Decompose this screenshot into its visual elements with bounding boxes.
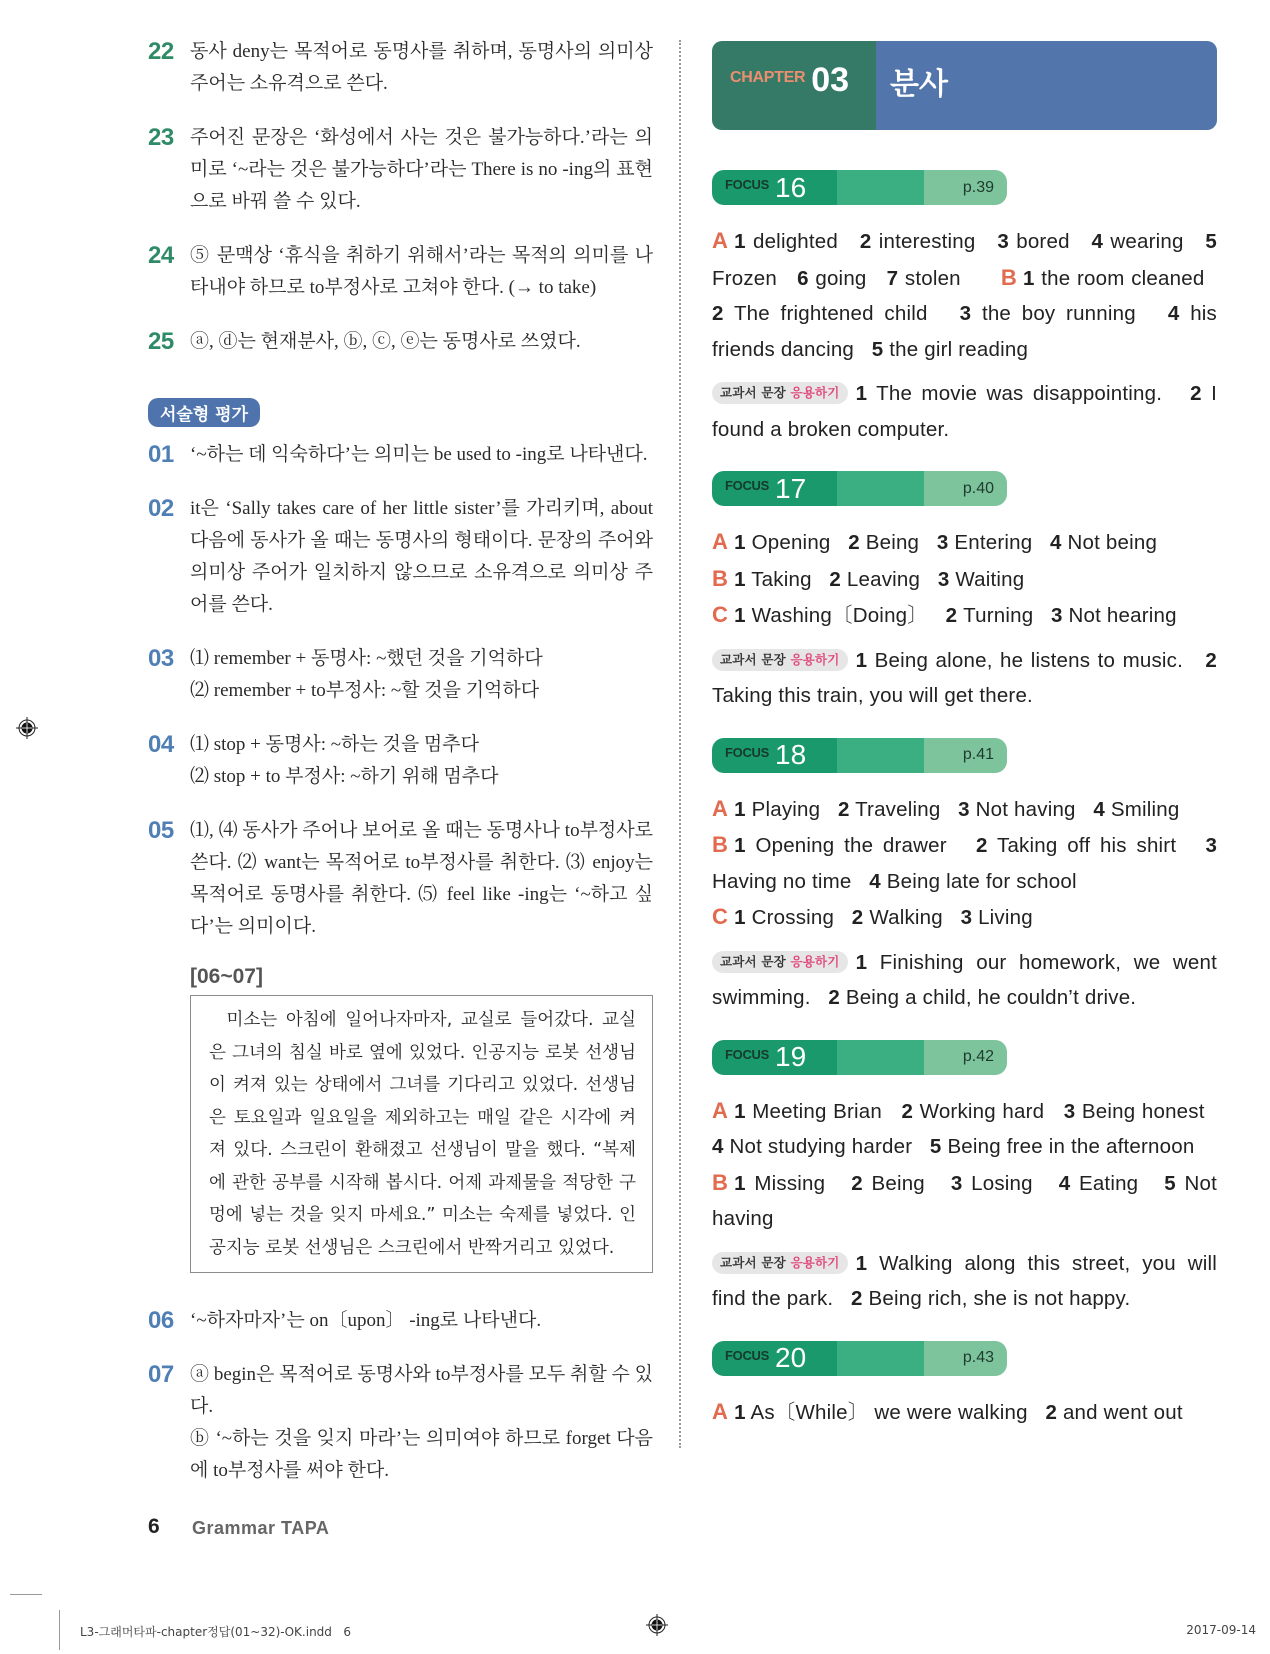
answer-text: Being [871,1171,925,1195]
textbook-badge [712,1252,848,1274]
answer-index: 1 [734,1099,746,1123]
passage-box [190,995,653,1273]
focus-block [712,1341,1217,1431]
answer-explanation [190,643,653,707]
answer-text: Being late for school [886,869,1077,893]
sentence-text: Being alone, he listens to music. [874,648,1184,672]
textbook-badge [712,951,848,973]
answer-text: Being [865,531,920,554]
textbook-badge-highlight: 응용하기 [790,385,840,400]
answer-text: the room cleaned [1041,266,1205,290]
answer-index: 1 [734,1400,746,1424]
explanation-line: ‘~하자마자’는 on〔upon〕 -ing로 나타낸다. [190,1310,542,1331]
focus-header-bar [712,471,1007,506]
focus-header-bar [712,1040,1007,1075]
sentence-text: The movie was disappointing. [876,382,1163,405]
textbook-badge-highlight: 응용하기 [790,651,840,667]
chapter-number-block [712,41,876,130]
spacer [712,634,1217,643]
answer-number: 24 [148,242,174,269]
section-letter: B [712,832,729,857]
section-letter: A [712,795,729,821]
focus-answers [712,791,1217,936]
registration-mark-icon [16,717,38,739]
answer-text: wearing [1110,230,1184,253]
spacer [712,367,1217,376]
answer-text: As〔While〕 we were walking [750,1400,1028,1424]
focus-label: FOCUS [725,1347,770,1363]
answer-list-essay [148,439,653,943]
answer-number: 04 [148,731,174,758]
answer-text: Being free in the afternoon [947,1135,1195,1158]
section-letter: B [1000,264,1017,290]
answer-index: 2 [829,567,841,591]
answer-text: delighted [752,230,838,253]
answer-text: stolen [904,266,961,290]
sentence-index: 2 [1205,648,1217,672]
answer-index: 3 [937,567,950,591]
answer-index: 4 [1058,1171,1071,1195]
answer-text: Washing〔Doing〕 [751,604,928,627]
page-number: 6 [148,1515,160,1538]
focus-number: 20 [775,1342,807,1373]
slug-bar [59,1610,60,1650]
book-title: Grammar TAPA [192,1518,330,1538]
focus-page-ref: p.39 [924,170,1007,205]
answer-index: 7 [886,266,899,290]
sentence-index: 1 [855,950,868,974]
answer-index: 6 [797,266,809,290]
focus-block [712,738,1217,1016]
answer-index: 2 [848,531,860,554]
focus-page-ref: p.43 [924,1341,1007,1376]
textbook-application [712,376,1217,447]
answer-index: 2 [945,604,958,627]
answer-text: Living [978,906,1033,929]
answer-index: 2 [1045,1400,1058,1424]
answer-index: 3 [960,906,973,929]
focus-label-segment [712,471,837,506]
chapter-label: CHAPTER [730,69,806,86]
explanation-line: ⑵ stop + to 부정사: ~하기 위해 멈추다 [190,766,499,787]
textbook-badge-label: 교과서 문장 [720,651,791,667]
answer-item [148,1359,653,1487]
sentence-index: 2 [828,986,840,1009]
focus-label-segment [712,1040,837,1075]
answer-index: 3 [1205,834,1218,857]
answer-index: 3 [959,302,972,325]
spacer [712,1237,1217,1246]
answer-text: Playing [751,797,821,821]
answer-index: 4 [1093,797,1105,821]
answer-text: Walking [869,906,943,929]
answer-text: Opening the drawer [755,834,947,857]
sentence-text: Walking along this street, you will find the park. [712,1251,1217,1310]
sentence-text: Being rich, she is not happy. [868,1287,1131,1310]
explanation-line: ⓐ, ⓓ는 현재분사, ⓑ, ⓒ, ⓔ는 동명사로 쓰였다. [190,331,581,352]
focus-block [712,471,1217,714]
sentence-text: I found a broken computer. [712,382,1218,441]
sentence-text: Taking this train, you will get there. [712,684,1033,707]
explanation-line: 주어진 문장은 ‘화성에서 사는 것은 불가능하다.’라는 의미로 ‘~라는 것은 불가능하다’라는 There is no -ing의 표현으로 바꿔 쓸 수 있다. [190,127,653,212]
answer-index: 5 [929,1135,942,1158]
column-divider [679,40,681,1448]
answer-text: Smiling [1110,797,1180,821]
explanation-line: ‘~하는 데 익숙하다’는 의미는 be used to -ing로 나타낸다. [190,444,648,465]
print-date: 2017-09-14 [1186,1623,1256,1637]
focus-header-bar [712,1341,1007,1376]
section-letter: B [712,565,729,591]
answer-text: Taking off his shirt [997,834,1177,857]
sentence-index: 1 [855,382,868,405]
answer-text: Not studying harder [729,1135,913,1158]
answer-index: 2 [712,302,724,325]
answer-index: 3 [997,230,1009,253]
spacer [712,936,1217,945]
answer-index: 4 [712,1135,724,1158]
section-letter: A [712,529,729,554]
focus-label: FOCUS [725,1046,770,1062]
registration-mark-icon [646,1614,668,1636]
answer-index: 5 [1205,230,1218,253]
focus-label-segment [712,1341,837,1376]
answer-list-top [148,36,653,358]
section-letter: B [712,1169,729,1195]
explanation-line: ⓐ begin은 목적어로 동명사와 to부정사를 모두 취할 수 있다. [190,1364,653,1417]
answer-text: bored [1016,230,1070,253]
sentence-text: Finishing our homework, we went swimming. [712,950,1217,1009]
answer-text: The frightened child [733,302,928,325]
answer-explanation [190,240,653,304]
answer-text: the boy running [981,302,1136,325]
focus-bar-middle [837,170,924,205]
chapter-title-block [876,41,1217,130]
focus-bar-middle [837,1040,924,1075]
explanation-line: ⑤ 문맥상 ‘휴식을 취하기 위해서’라는 목적의 의미를 나타내야 하므로 to부정사로 고쳐야 한다. (→ to take) [190,245,653,298]
answer-text: Crossing [751,906,835,929]
answer-item [148,439,653,471]
answer-item [148,643,653,707]
focus-header-bar [712,738,1007,773]
textbook-badge-label: 교과서 문장 [720,1254,791,1270]
answer-number: 07 [148,1361,174,1388]
answer-text: Waiting [955,567,1025,591]
focus-answers [712,1093,1217,1237]
explanation-line: it은 ‘Sally takes care of her little sister’를 가리키며, about 다음에 동사가 올 때는 동명사의 형태이다. 문장의 주어와 의미상 주어가 일치하지 않으므로 소유격으로 의미상 주어를 쓴다. [190,498,653,615]
answer-text: Not having [712,1171,1218,1230]
answer-text: Missing [754,1171,826,1195]
focus-block [712,170,1217,447]
answer-text: Frozen [712,266,778,290]
textbook-badge [712,649,848,671]
focus-page-ref: p.41 [924,738,1007,773]
answer-text: Eating [1078,1171,1139,1195]
answer-explanation [190,1359,653,1487]
answer-number: 23 [148,124,174,151]
answer-index: 2 [837,797,850,821]
answer-explanation [190,326,653,358]
answer-index: 4 [869,869,881,893]
answer-text: going [815,266,867,290]
answer-index: 4 [1050,531,1062,554]
sentence-text: Being a child, he couldn’t drive. [845,986,1137,1009]
section-letter: A [712,228,729,253]
answer-text: Meeting Brian [752,1099,882,1123]
answer-explanation [190,493,653,621]
focus-block [712,1040,1217,1317]
answer-index: 4 [1091,230,1104,253]
answer-text: Turning [963,604,1034,627]
answer-index: 1 [734,567,746,591]
answer-number: 05 [148,817,174,844]
answer-number: 02 [148,495,174,522]
sentence-index: 2 [1190,382,1202,405]
section-letter: C [712,602,729,627]
answer-index: 2 [851,906,864,929]
answer-index: 3 [1063,1099,1076,1123]
answer-explanation [190,729,653,793]
answer-number: 22 [148,38,174,65]
answer-index: 3 [936,531,949,554]
textbook-application [712,945,1217,1016]
answer-index: 1 [734,797,746,821]
answer-index: 2 [901,1099,914,1123]
answer-text: Entering [954,531,1033,554]
section-letter: A [712,1398,729,1424]
answer-index: 1 [734,906,746,929]
answer-list-after [148,1305,653,1487]
answer-text: Having no time [712,869,852,893]
explanation-line: ⑴ remember + 동명사: ~했던 것을 기억하다 [190,648,543,669]
focus-number: 16 [775,171,807,203]
answer-index: 2 [851,1171,863,1195]
focus-number: 19 [775,1041,807,1072]
textbook-badge-label: 교과서 문장 [720,953,791,969]
focus-label-segment [712,170,837,205]
focus-label-segment [712,738,837,773]
focus-header-bar [712,170,1007,205]
answer-explanation [190,122,653,218]
explanation-line: ⑵ remember + to부정사: ~할 것을 기억하다 [190,680,540,701]
answer-index: 1 [734,834,746,857]
answer-text: Not having [975,797,1076,821]
answer-item [148,815,653,943]
answer-text: Being honest [1081,1099,1205,1123]
answer-text: Working hard [919,1099,1045,1123]
answer-item [148,1305,653,1337]
answer-text: his friends dancing [712,302,1218,361]
answer-index: 1 [734,531,746,554]
answer-index: 3 [1051,604,1063,627]
answer-index: 5 [871,337,884,361]
passage-text: 미소는 아침에 일어나자마자, 교실로 들어갔다. 교실은 그녀의 침실 바로 옆에 있었다. 인공지능 로봇 선생님이 켜져 있는 상태에서 그녀를 기다리고 있었다. 선생님은 토요일과 일요일을 제외하고는 매일 같은 시각에 켜져 있다. 스크린이 환해졌고 선생님이 말을 했다. “복제에 관한 공부를 시작해 봅시다. 어제 과제물을 적당한 구멍에 넣는 것을 잊지 마세요.” 미소는 숙제를 넣었다. 인공지능 로봇 선생님은 스크린에서 반짝거리고 있었다. [209,1010,636,1258]
answer-explanation [190,1305,653,1337]
answer-index: 2 [976,834,988,857]
essay-section-badge: 서술형 평가 [148,398,260,427]
focus-bar-middle [837,1341,924,1376]
answer-index: 3 [950,1171,963,1195]
focus-answers [712,1394,1217,1431]
focus-bar-middle [837,471,924,506]
answer-index: 1 [734,604,746,627]
focus-label: FOCUS [725,744,770,760]
textbook-badge-highlight: 응용하기 [790,1254,840,1270]
answer-text: the girl reading [889,337,1029,361]
focus-answers [712,223,1217,367]
focus-page-ref: p.42 [924,1040,1007,1075]
answer-index: 1 [734,1171,746,1195]
sentence-index: 1 [855,1251,868,1275]
focus-bar-middle [837,738,924,773]
answer-text: and went out [1062,1400,1183,1424]
answer-index: 2 [859,230,872,253]
textbook-badge-highlight: 응용하기 [790,953,840,969]
chapter-number: 03 [811,61,850,99]
focus-page-ref: p.40 [924,471,1007,506]
textbook-badge [712,382,848,404]
answer-number: 03 [148,645,174,672]
answer-explanation [190,36,653,100]
left-column [148,36,653,1509]
focus-list [712,170,1217,1430]
section-letter: C [712,904,729,929]
answer-item [148,326,653,358]
answer-index: 1 [734,230,746,253]
crop-mark [10,1594,42,1595]
explanation-line: ⓑ ‘~하는 것을 잊지 마라’는 의미여야 하므로 forget 다음에 to부정사를 써야 한다. [190,1428,653,1481]
answer-text: Traveling [855,797,941,821]
answer-text: interesting [878,230,976,253]
answer-text: Losing [971,1171,1033,1195]
focus-number: 17 [775,472,807,504]
textbook-badge-label: 교과서 문장 [720,385,791,400]
passage-label: [06~07] [190,965,263,988]
sentence-index: 2 [851,1287,863,1310]
answer-text: Not being [1067,531,1158,554]
answer-item [148,240,653,304]
chapter-title: 분사 [890,67,948,102]
answer-text: Not hearing [1068,604,1177,627]
answer-index: 5 [1164,1171,1176,1195]
answer-number: 01 [148,441,174,468]
focus-number: 18 [775,739,807,770]
answer-number: 25 [148,328,174,355]
answer-index: 3 [958,797,970,821]
explanation-line: 동사 deny는 목적어로 동명사를 취하며, 동명사의 의미상 주어는 소유격으로 쓴다. [190,41,653,94]
answer-item [148,122,653,218]
focus-label: FOCUS [725,478,770,493]
answer-item [148,36,653,100]
textbook-application [712,1246,1217,1317]
answer-item [148,729,653,793]
sentence-index: 1 [855,648,868,672]
file-slug: L3-그래머타파-chapter정답(01~32)-OK.indd 6 [80,1625,351,1639]
answer-explanation [190,439,653,471]
answer-number: 06 [148,1307,174,1334]
explanation-line: ⑴ stop + 동명사: ~하는 것을 멈추다 [190,734,479,755]
explanation-line: ⑴, ⑷ 동사가 주어나 보어로 올 때는 동명사나 to부정사로 쓴다. ⑵ want는 목적어로 to부정사를 취한다. ⑶ enjoy는 목적어로 동명사를 취한다. ⑸ feel like -ing는 ‘~하고 싶다’는 의미이다. [190,820,653,937]
focus-label: FOCUS [725,177,770,192]
answer-text: Taking [751,567,812,591]
section-letter: A [712,1097,729,1123]
answer-index: 4 [1167,302,1180,325]
answer-item [148,493,653,621]
answer-index: 1 [1022,266,1035,290]
answer-text: Opening [751,531,831,554]
chapter-banner [712,41,1217,130]
textbook-application [712,643,1217,714]
answer-text: Leaving [846,567,921,591]
answer-explanation [190,815,653,943]
focus-answers [712,524,1217,634]
right-column [712,41,1217,1454]
